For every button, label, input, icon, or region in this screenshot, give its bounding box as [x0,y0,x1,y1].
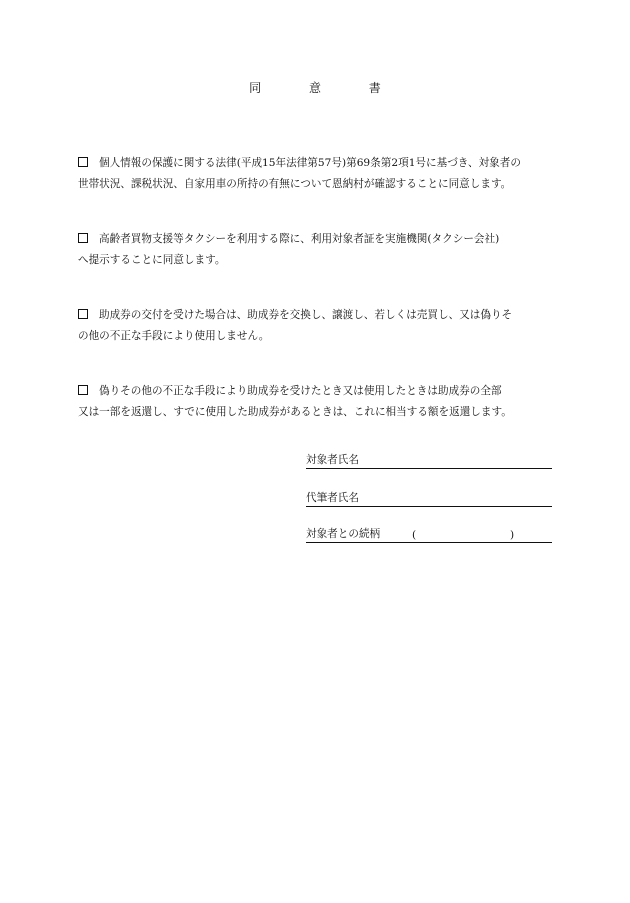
consent-clause-personal-info [78,153,554,195]
document-title: 同 意 書 [249,81,403,95]
checkbox[interactable] [78,309,88,319]
consent-clause-taxi-id [78,229,554,271]
checkbox[interactable] [78,233,88,243]
subject-name-field[interactable] [306,450,552,469]
clause-line: 偽りその他の不正な手段により助成券を受けたとき又は使用したときは助成券の全部 [78,381,554,402]
relationship-paren-open: ( [412,529,417,541]
clause-line: 又は一部を返還し、すでに使用した助成券があるときは、これに相当する額を返還します。 [78,406,512,418]
relationship-paren-close: ) [510,529,515,541]
clause-line: 助成券の交付を受けた場合は、助成券を交換し、譲渡し、若しくは売買し、又は偽りそ [78,305,554,326]
checkbox[interactable] [78,385,88,395]
proxy-name-label: 代筆者氏名 [306,492,359,504]
relationship-field[interactable] [306,524,552,543]
subject-name-label: 対象者氏名 [306,454,359,466]
relationship-label: 対象者との続柄 [306,528,381,540]
checkbox[interactable] [78,157,88,167]
clause-line: 世帯状況、課税状況、自家用車の所持の有無について恩納村が確認することに同意します。 [78,178,512,190]
clause-line: へ提示することに同意します。 [78,254,226,266]
clause-line: 高齢者買物支援等タクシーを利用する際に、利用対象者証を実施機関(タクシー会社) [78,229,554,250]
consent-clause-voucher-use [78,305,554,347]
proxy-name-field[interactable] [306,488,552,507]
clause-line: の他の不正な手段により使用しません。 [78,330,270,342]
consent-clause-voucher-refund [78,381,554,423]
clause-line: 個人情報の保護に関する法律(平成15年法律第57号)第69条第2項1号に基づき、対象者の [78,153,554,174]
